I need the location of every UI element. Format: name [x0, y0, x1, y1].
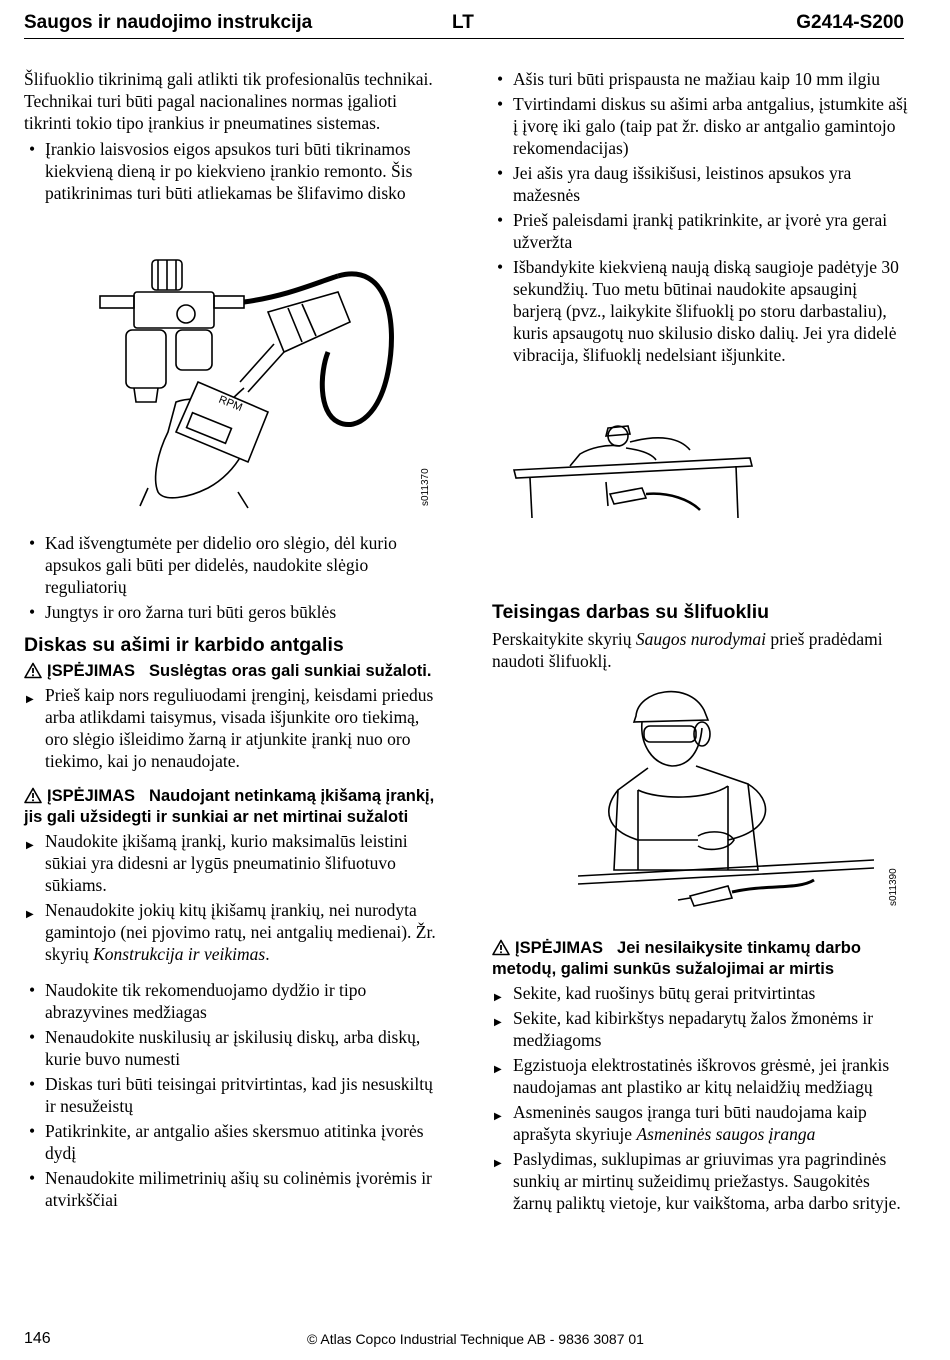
intro-text-end: prieš pradėdami naudoti šlifuoklį. — [492, 629, 883, 671]
list-item: ▶ Egzistuoja elektrostatinės iškrovos grėsmė, jei įrankis naudojamas ant plastiko ar kitų nelaidžių medžiagų — [492, 1054, 910, 1098]
warning-actions-3 — [492, 982, 910, 1214]
intro-paragraph: Šlifuoklio tikrinimą gali atlikti tik profesionalūs technikai. Technikai turi būti pagal nacionalines normas įgalioti tikrinti tokio tipo įrankius ir pneumatines sistemas. — [24, 69, 433, 133]
list-item: • Patikrinkite, ar antgalio ašies skersmuo atitinka įvorės dydį — [24, 1120, 444, 1164]
list-item: • Išbandykite kiekvieną naują diską saugioje padėtyje 30 sekundžių. Tuo metu būtinai naudokite apsauginį barjerą (pvz., laikykite šlifuoklį po storu darbastaliu), kuris apsaugotų nuo skilusio disko dalių. Jei yra didelė vibracija, šlifuoklį nedelsiant išjunkite. — [492, 256, 910, 366]
worker-drawing — [578, 680, 874, 908]
figure-code-1: s011370 — [420, 468, 431, 506]
bullet-list-rpm — [24, 138, 444, 204]
list-item: • Įrankio laisvosios eigos apsukos turi būti tikrinamos kiekvieną dieną ir po kiekvieno įrankio remonto. Šis patikrinimas turi būti atliekamas be šlifavimo disko — [24, 138, 444, 204]
model-number: G2414-S200 — [796, 12, 904, 33]
warning-triangle-icon — [24, 787, 42, 804]
right-column-section — [492, 600, 910, 676]
right-column-top — [492, 68, 910, 369]
worker-illustration — [578, 680, 874, 908]
list-item: • Jungtys ir oro žarna turi būti geros būklės — [24, 601, 444, 623]
warning-keyword: ĮSPĖJIMAS — [47, 787, 136, 805]
rpm-check-drawing — [88, 252, 438, 510]
section-intro — [492, 628, 910, 672]
list-item: ▶ Sekite, kad kibirkštys nepadarytų žalos žmonėms ir medžiagoms — [492, 1007, 910, 1051]
list-item-text: Nenaudokite jokių kitų įkišamų įrankių, nei nurodyta gamintojo (nei pjovimo ratų, nei antgalių medienai). Žr. skyrių — [45, 900, 436, 964]
bullet-list-pressure — [24, 532, 444, 623]
warning-inserted-tool — [24, 786, 444, 828]
left-column-bottom — [24, 532, 444, 1214]
figure-code-2: s011390 — [888, 868, 899, 906]
left-column-top — [24, 68, 444, 207]
warning-text: Jei nesilaikysite tinkamų darbo metodų, galimi sunkūs sužalojimai ar mirtis — [492, 939, 861, 978]
list-item: • Nenaudokite nuskilusių ar įskilusių diskų, arba diskų, kurie buvo numesti — [24, 1026, 444, 1070]
language-code: LT — [452, 12, 474, 33]
warning-work-methods — [492, 938, 910, 980]
bench-test-drawing — [510, 414, 760, 518]
warning-actions-2 — [24, 830, 444, 965]
warning-triangle-icon — [24, 662, 42, 679]
page-header — [24, 10, 904, 39]
list-item: ▶ Paslydimas, suklupimas ar griuvimas yra pagrindinės sunkių ar mirtinų sužeidimų priežastys. Saugokitės žarnų paliktų vietoje, kur vaikštoma, arba darbo srityje. — [492, 1148, 910, 1214]
warning-text: Suslėgtas oras gali sunkiai sužaloti. — [149, 662, 432, 680]
list-item: ▶ Prieš kaip nors reguliuodami įrenginį, keisdami priedus arba atlikdami taisymus, visada išjunkite oro tiekimą, oro slėgio išleidimo žarną ir atjunkite įrankį nuo oro tiekimo, kai jo nenaudojate. — [24, 684, 444, 772]
list-item: • Jei ašis yra daug išsikišusi, leistinos apsukos yra mažesnės — [492, 162, 910, 206]
list-item-text: Asmeninės saugos įranga turi būti naudojama kaip aprašyta skyriuje — [513, 1102, 867, 1144]
list-item: ▶ Naudokite įkišamą įrankį, kurio maksimalūs leistini sūkiai yra didesni ar lygūs pneumatinio šlifuotuvo sūkiams. — [24, 830, 444, 896]
list-item — [492, 1101, 910, 1145]
intro-text: Perskaitykite skyrių — [492, 629, 636, 649]
list-item: ▶ Sekite, kad ruošinys būtų gerai pritvirtintas — [492, 982, 910, 1004]
warning-keyword: ĮSPĖJIMAS — [515, 939, 604, 957]
warning-triangle-icon — [492, 939, 510, 956]
warning-actions-1 — [24, 684, 444, 772]
cross-reference: Asmeninės saugos įranga — [636, 1124, 816, 1144]
warning-keyword: ĮSPĖJIMAS — [47, 662, 136, 680]
list-item: • Kad išvengtumėte per didelio oro slėgio, dėl kurio apsukos gali būti per didelės, naudokite slėgio reguliatorių — [24, 532, 444, 598]
bench-test-illustration — [510, 414, 760, 518]
list-item: • Tvirtindami diskus su ašimi arba antgalius, įstumkite ašį į įvorę iki galo (taip pat žr. disko ar antgalio gamintojo rekomendacijas) — [492, 93, 910, 159]
copyright: © Atlas Copco Industrial Technique AB - 9836 3087 01 — [307, 1331, 644, 1347]
list-item: • Diskas turi būti teisingai pritvirtintas, kad jis nesuskiltų ir nesužeistų — [24, 1073, 444, 1117]
cross-reference: Saugos nurodymai — [635, 629, 766, 649]
list-item-end: . — [265, 944, 270, 964]
page-number: 146 — [24, 1330, 51, 1347]
bullet-list-spindle — [492, 68, 910, 366]
list-item — [24, 899, 444, 965]
rpm-check-illustration — [88, 252, 438, 510]
tachometer-label: RPM — [216, 393, 245, 414]
right-column-warning — [492, 938, 910, 1217]
bullet-list-abrasives — [24, 979, 444, 1211]
list-item: • Ašis turi būti prispausta ne mažiau kaip 10 mm ilgiu — [492, 68, 910, 90]
section-title-disc: Diskas su ašimi ir karbido antgalis — [24, 634, 344, 656]
list-item: • Nenaudokite milimetrinių ašių su colinėmis įvorėmis ir atvirkščiai — [24, 1167, 444, 1211]
list-item: • Naudokite tik rekomenduojamo dydžio ir tipo abrazyvines medžiagas — [24, 979, 444, 1023]
section-title-correct-work: Teisingas darbas su šlifuokliu — [492, 601, 770, 623]
document-title: Saugos ir naudojimo instrukcija — [24, 12, 313, 33]
warning-text: Naudojant netinkamą įkišamą įrankį, jis gali užsidegti ir sunkiai ar net mirtinai sužaloti — [24, 787, 435, 826]
list-item: • Prieš paleisdami įrankį patikrinkite, ar įvorė yra gerai užveržta — [492, 209, 910, 253]
warning-compressed-air — [24, 661, 444, 682]
cross-reference: Konstrukcija ir veikimas — [93, 944, 266, 964]
